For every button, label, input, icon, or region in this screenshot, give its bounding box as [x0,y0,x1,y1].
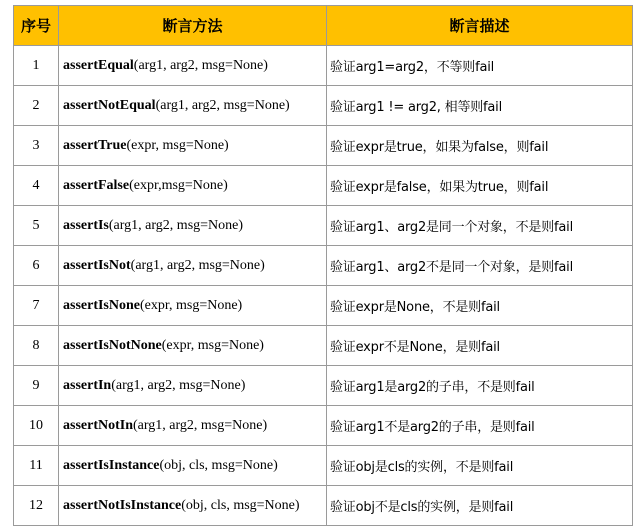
row-index: 5 [14,206,59,246]
method-name: assertIsInstance [63,458,160,473]
table-row [14,126,633,166]
table-row [14,486,633,526]
table-row [14,286,633,326]
description-cell: 验证expr是false，如果为true，则fail [327,166,633,206]
method-cell [59,246,327,286]
method-name: assertNotIn [63,418,133,433]
method-cell [59,366,327,406]
table-row [14,166,633,206]
method-cell [59,126,327,166]
table-row [14,86,633,126]
description-cell: 验证expr是None，不是则fail [327,286,633,326]
method-args: (expr,msg=None) [129,178,228,193]
row-index: 2 [14,86,59,126]
method-cell [59,86,327,126]
method-cell [59,286,327,326]
method-args: (obj, cls, msg=None) [159,458,278,473]
method-args: (arg1, arg2, msg=None) [108,218,244,233]
row-index: 9 [14,366,59,406]
table-row [14,406,633,446]
header-index: 序号 [14,6,59,46]
method-cell [59,166,327,206]
method-name: assertNotIsInstance [63,498,182,513]
method-name: assertIsNotNone [63,338,162,353]
method-cell [59,326,327,366]
method-name: assertIsNone [63,298,140,313]
header-row [14,6,633,46]
method-args: (arg1, arg2, msg=None) [130,258,265,273]
method-args: (obj, cls, msg=None) [181,498,300,513]
method-cell [59,206,327,246]
method-name: assertTrue [63,138,127,153]
table-body [14,46,633,526]
method-cell [59,446,327,486]
header-description: 断言描述 [327,6,633,46]
method-args: (arg1, arg2, msg=None) [111,378,246,393]
row-index: 1 [14,46,59,86]
row-index: 4 [14,166,59,206]
row-index: 6 [14,246,59,286]
description-cell: 验证arg1 != arg2, 相等则fail [327,86,633,126]
row-index: 8 [14,326,59,366]
description-cell: 验证arg1不是arg2的子串，是则fail [327,406,633,446]
description-cell: 验证arg1、arg2是同一个对象，不是则fail [327,206,633,246]
method-name: assertEqual [63,58,134,73]
description-cell: 验证expr不是None，是则fail [327,326,633,366]
description-cell: 验证arg1、arg2不是同一个对象，是则fail [327,246,633,286]
description-cell: 验证obj是cls的实例，不是则fail [327,446,633,486]
method-args: (arg1, arg2, msg=None) [133,58,268,73]
table-row [14,366,633,406]
table-row [14,206,633,246]
row-index: 7 [14,286,59,326]
method-cell [59,486,327,526]
method-name: assertIn [63,378,112,393]
method-name: assertNotEqual [63,98,156,113]
description-cell: 验证expr是true，如果为false，则fail [327,126,633,166]
method-name: assertFalse [63,178,130,193]
description-cell: 验证arg1=arg2，不等则fail [327,46,633,86]
table-row [14,246,633,286]
method-args: (arg1, arg2, msg=None) [133,418,268,433]
assert-methods-table [13,5,633,526]
row-index: 3 [14,126,59,166]
table-row [14,326,633,366]
method-cell [59,406,327,446]
method-name: assertIs [63,218,109,233]
row-index: 10 [14,406,59,446]
method-name: assertIsNot [63,258,131,273]
description-cell: 验证obj不是cls的实例，是则fail [327,486,633,526]
table-row [14,446,633,486]
header-method: 断言方法 [59,6,327,46]
method-args: (expr, msg=None) [140,298,243,313]
table-row [14,46,633,86]
row-index: 12 [14,486,59,526]
description-cell: 验证arg1是arg2的子串，不是则fail [327,366,633,406]
method-cell [59,46,327,86]
method-args: (arg1, arg2, msg=None) [155,98,290,113]
method-args: (expr, msg=None) [161,338,264,353]
method-args: (expr, msg=None) [126,138,229,153]
row-index: 11 [14,446,59,486]
